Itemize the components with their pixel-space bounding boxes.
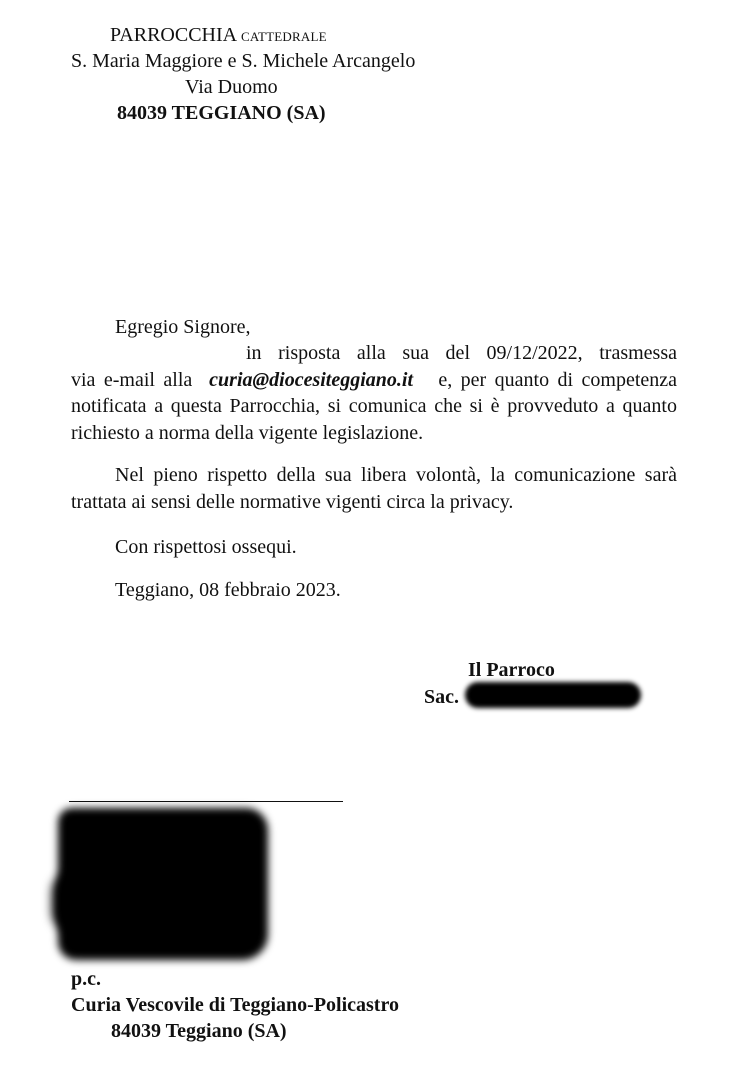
cc-label: p.c. bbox=[71, 968, 101, 990]
email-address: curia@diocesiteggiano.it bbox=[209, 368, 414, 391]
paragraph-privacy bbox=[71, 462, 677, 515]
parish-heading bbox=[110, 22, 327, 50]
church-name: S. Maria Maggiore e S. Michele Arcangelo bbox=[71, 50, 416, 72]
paragraph-privacy-text: Nel pieno rispetto della sua libera volontà, la comunicazione sarà trattata ai sensi delle normative vigenti circa la privacy. bbox=[71, 464, 677, 513]
signature-title: Il Parroco bbox=[468, 659, 555, 681]
paragraph-response-body bbox=[71, 367, 677, 447]
paragraph-response bbox=[71, 340, 677, 446]
parish-label: PARROCCHIA bbox=[110, 24, 236, 46]
redacted-recipient-block-edge bbox=[52, 872, 112, 932]
city-address: 84039 TEGGIANO (SA) bbox=[117, 102, 326, 124]
redacted-priest-name bbox=[465, 682, 641, 708]
closing-line: Con rispettosi ossequi. bbox=[115, 536, 297, 558]
place-date: Teggiano, 08 febbraio 2023. bbox=[115, 579, 341, 601]
recipient-underline bbox=[69, 801, 343, 802]
parish-type: CATTEDRALE bbox=[240, 29, 327, 44]
email-prefix-text: via e-mail alla bbox=[71, 368, 193, 391]
paragraph-response-line1: in risposta alla sua del 09/12/2022, trasmessa bbox=[246, 342, 677, 364]
street-address: Via Duomo bbox=[185, 76, 278, 98]
email-suffix-text: e, per quanto di competenza notificata a questa Parrocchia, si comunica che si è provveduto a quanto richiesto a norma della vigente legislazione. bbox=[71, 368, 678, 444]
signature-prefix: Sac. bbox=[424, 686, 459, 708]
cc-recipient: Curia Vescovile di Teggiano-Policastro bbox=[71, 994, 399, 1016]
salutation: Egregio Signore, bbox=[115, 316, 251, 338]
cc-address: 84039 Teggiano (SA) bbox=[111, 1020, 287, 1042]
